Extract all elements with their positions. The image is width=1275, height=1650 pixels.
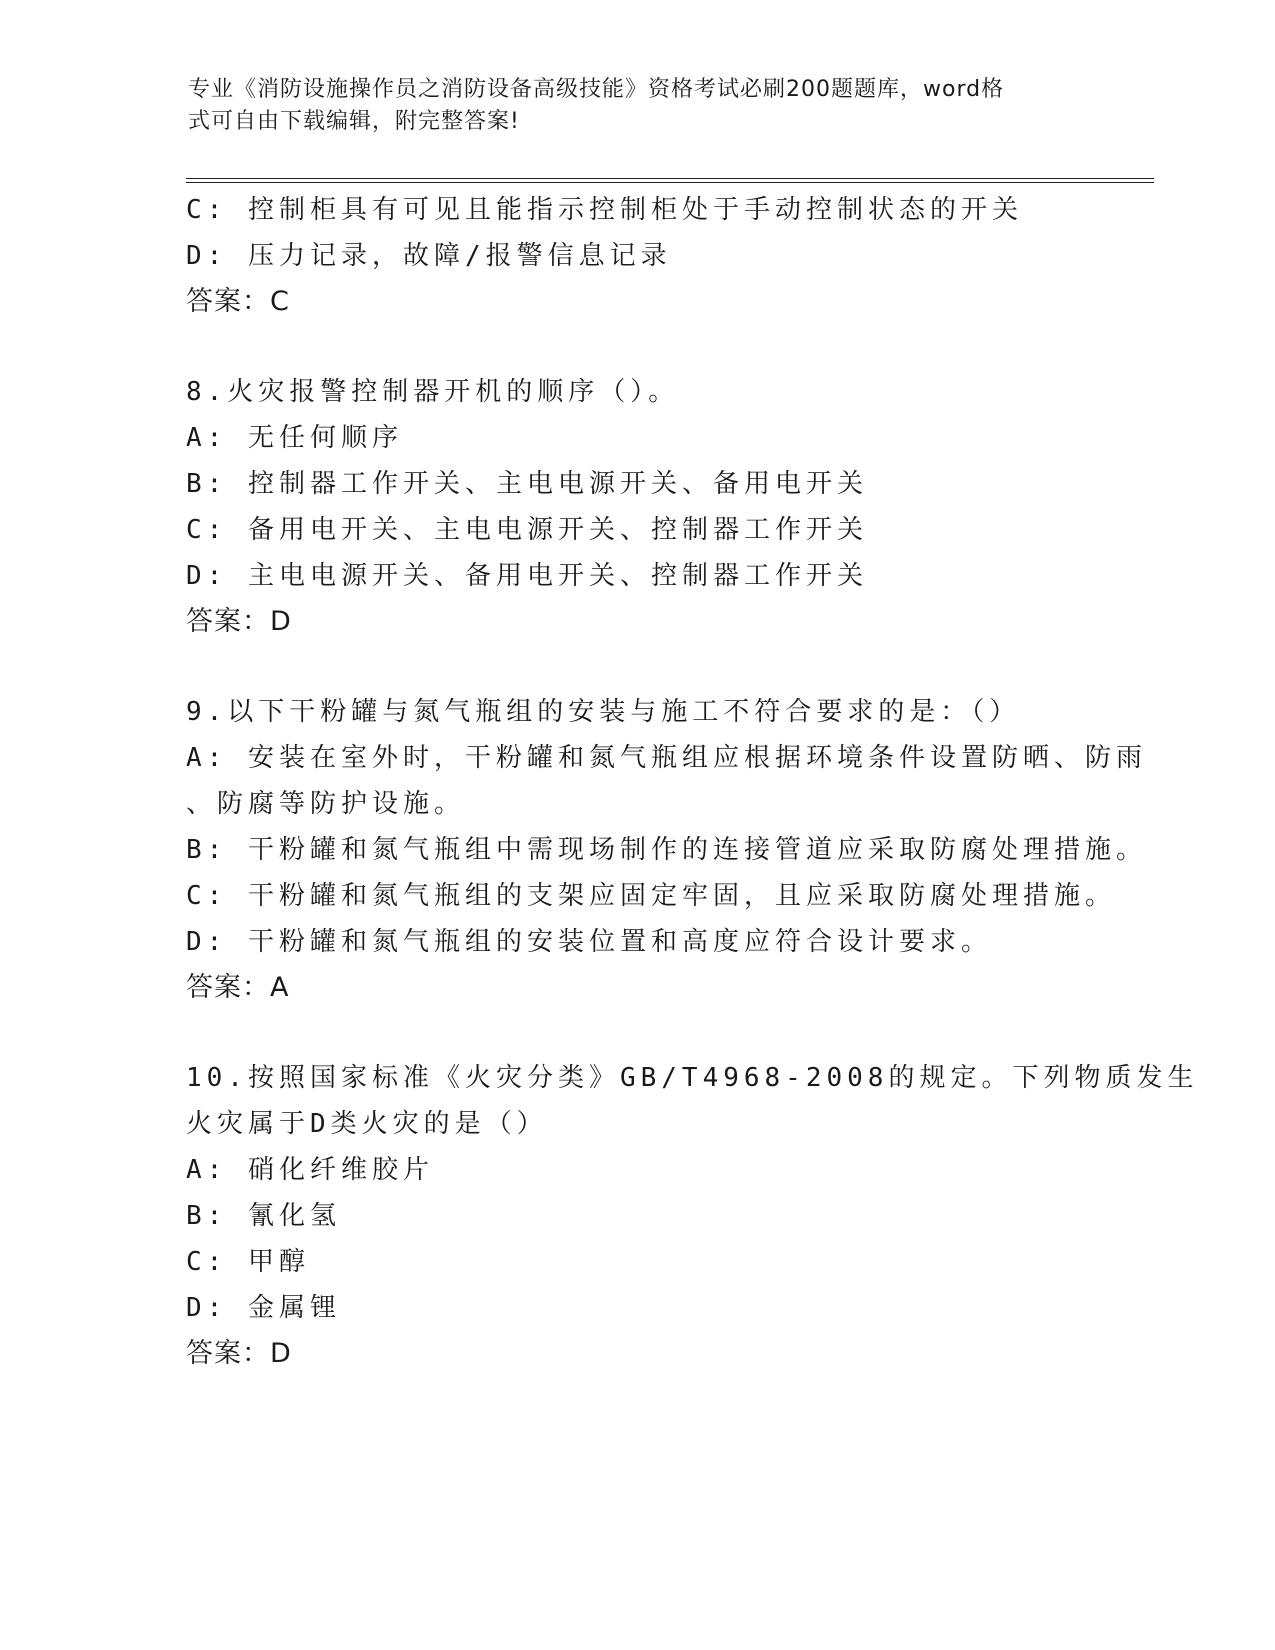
q10-option-a: A: 硝化纤维胶片 [186, 1155, 434, 1185]
question-9 [186, 689, 1147, 1011]
q10-answer: 答案：D [186, 1338, 292, 1369]
q7-option-d: D: 压力记录，故障/报警信息记录 [186, 241, 672, 271]
q9-option-a-line-2: 、防腐等防护设施。 [186, 789, 466, 819]
header-line-2: 式可自由下载编辑，附完整答案! [188, 109, 520, 134]
q9-option-d: D: 干粉罐和氮气瓶组的安装位置和高度应符合设计要求。 [186, 927, 992, 957]
q10-stem-line-2: 火灾属于D类火灾的是（） [186, 1109, 548, 1139]
question-10 [186, 1055, 1199, 1377]
q8-option-a: A: 无任何顺序 [186, 423, 403, 453]
question-8 [186, 369, 1086, 645]
question-spacer [186, 325, 1086, 369]
header-line-1: 专业《消防设施操作员之消防设备高级技能》资格考试必刷200题题库，word格 [188, 77, 1005, 102]
q7-answer: 答案：C [186, 286, 290, 317]
q9-option-b: B: 干粉罐和氮气瓶组中需现场制作的连接管道应采取防腐处理措施。 [186, 835, 1147, 865]
q10-option-c: C: 甲醇 [186, 1247, 310, 1277]
question-spacer [186, 1011, 1086, 1055]
q9-answer: 答案：A [186, 972, 290, 1003]
q8-stem: 8.火灾报警控制器开机的顺序（）。 [186, 377, 680, 407]
page-header [188, 74, 1068, 138]
q9-option-a-line-1: A: 安装在室外时，干粉罐和氮气瓶组应根据环境条件设置防晒、防雨 [186, 743, 1147, 773]
q10-option-b: B: 氰化氢 [186, 1201, 341, 1231]
question-7 [186, 187, 1086, 325]
question-content [186, 187, 1199, 1377]
q9-option-c: C: 干粉罐和氮气瓶组的支架应固定牢固，且应采取防腐处理措施。 [186, 881, 1116, 911]
q10-stem-line-1: 10.按照国家标准《火灾分类》GB/T4968-2008的规定。下列物质发生 [186, 1063, 1199, 1093]
q7-option-c: C: 控制柜具有可见且能指示控制柜处于手动控制状态的开关 [186, 195, 1023, 225]
q8-answer: 答案：D [186, 606, 292, 637]
q8-option-b: B: 控制器工作开关、主电电源开关、备用电开关 [186, 469, 868, 499]
q9-stem: 9.以下干粉罐与氮气瓶组的安装与施工不符合要求的是：（） [186, 697, 1021, 727]
header-divider [186, 178, 1154, 183]
question-spacer [186, 645, 1086, 689]
q8-option-d: D: 主电电源开关、备用电开关、控制器工作开关 [186, 561, 868, 591]
q8-option-c: C: 备用电开关、主电电源开关、控制器工作开关 [186, 515, 868, 545]
q10-option-d: D: 金属锂 [186, 1293, 341, 1323]
